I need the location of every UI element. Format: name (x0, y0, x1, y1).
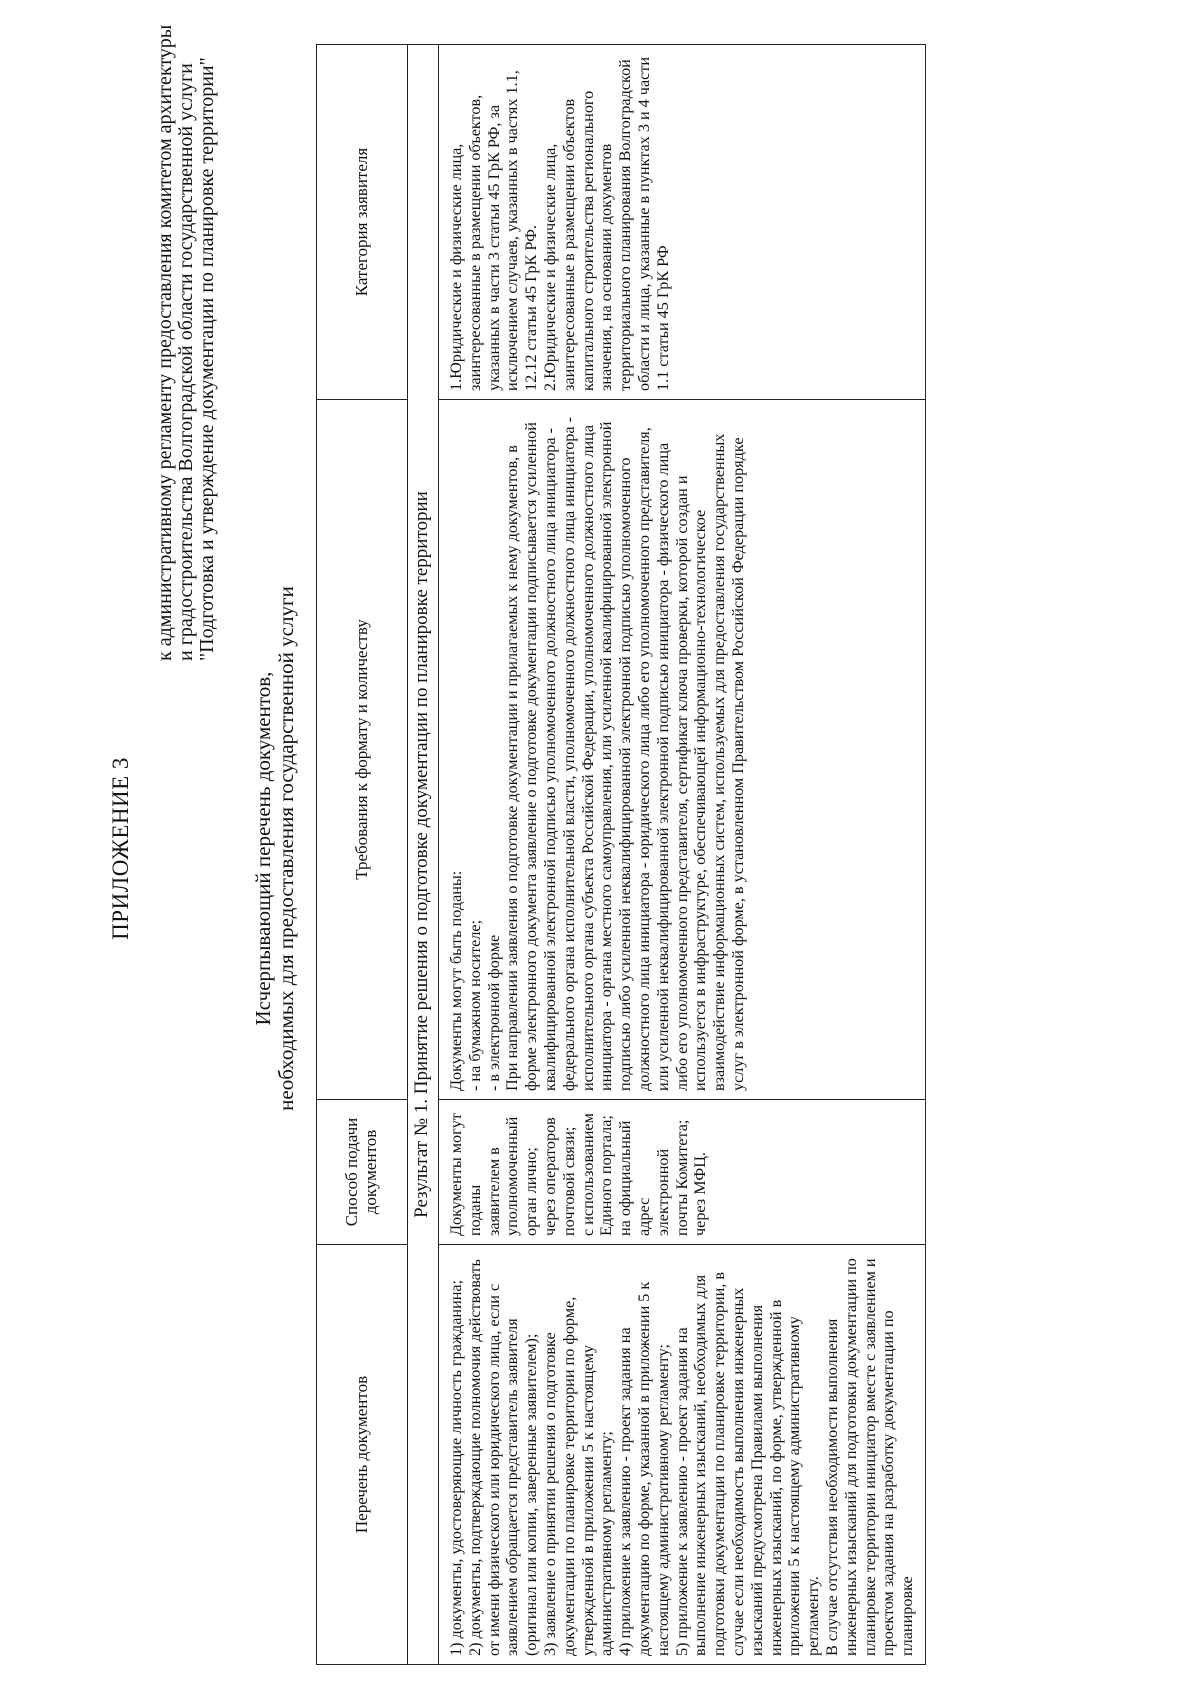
appendix-title: ПРИЛОЖЕНИЕ 3 (108, 757, 133, 940)
subtitle-line: "Подготовка и утверждение документации по планировке территории" (196, 57, 218, 661)
column-header-requirements: Требования к формату и количеству (317, 400, 408, 1100)
cell-submission: Документы могут поданы заявителем в уполномоченный орган лично; через операторов почтовой связи; с использованием Единого портала; на официальный адрес электронной почты Комитета; через МФЦ. (439, 1100, 926, 1245)
documents-table (316, 44, 926, 1665)
document-title-line: необходимых для предоставления государственной услуги (274, 586, 298, 1111)
subtitle-line: к административному регламенту предоставления комитетом архитектуры (154, 24, 176, 661)
cell-documents: 1) документы, удостоверяющие личность гражданина; 2) документы, подтверждающие полномочия действовать от имени физического или юридического лица, если с заявлением обращается представитель заявителя (оригинал или копии, заверенные заявителем); 3) заявление о принятии решения о подготовке документации по планировке территории по форме, утвержденной в приложении 5 к настоящему административному регламенту; 4) приложение к заявлению - проект задания на документацию по форме, указанной в приложении 5 к настоящему административному регламенту; 5) приложение к заявлению - проект задания на выполнение инженерных изысканий, необходимых для подготовки документации по планировке территории, в случае если необходимость выполнения инженерных изысканий предусмотрена Правилами выполнения инженерных изысканий, по форме, утвержденной в приложении 5 к настоящему административному регламенту. В случае отсутствия необходимости выполнения инженерных изысканий для подготовки документации по планировке территории инициатор вместе с заявлением и проектом задания на разработку документации по планировке (439, 1245, 926, 1665)
column-header-category: Категория заявителя (317, 45, 408, 400)
result-heading: Результат № 1. Принятие решения о подготовке документации по планировке территории (408, 45, 439, 1665)
column-header-documents: Перечень документов (317, 1245, 408, 1665)
cell-category: 1.Юридические и физические лица, заинтересованные в размещении объектов, указанных в части 3 статьи 45 ГрК РФ, за исключением случаев, указанных в частях 1.1, 12.12 статьи 45 ГрК РФ. 2.Юридические и физические лица, заинтересованные в размещении объектов капитального строительства регионального значения, на основании документов территориального планирования Волгоградской области и лица, указанные в пунктах 3 и 4 части 1.1 статьи 45 ГрК РФ (439, 45, 926, 400)
document-title (252, 0, 298, 1697)
result-heading-row (408, 45, 439, 1665)
subtitle-line: и градостроительства Волгоградской области государственной услуги (175, 63, 197, 661)
appendix-subtitle (155, 21, 218, 661)
document-title-line: Исчерпывающий перечень документов, (251, 671, 275, 1026)
cell-requirements: Документы могут быть поданы: - на бумажном носителе; - в электронной форме При направлении заявления о подготовке документации и прилагаемых к нему документов, в форме электронного документа заявление о подготовке документации подписывается усиленной квалифицированной электронной подписью уполномоченного должностного лица инициатора - федерального органа исполнительной власти, уполномоченного должностного лица инициатора - исполнительного органа субъекта Российской Федерации, уполномоченного должностного лица инициатора - органа местного самоуправления, или усиленной квалифицированной электронной подписью либо усиленной неквалифицированной электронной подписью уполномоченного должностного лица инициатора - юридического лица либо его уполномоченного представителя, или усиленной неквалифицированной электронной подписью инициатора - физического лица либо его уполномоченного представителя, сертификат ключа проверки, которой создан и используется в инфраструктуре, обеспечивающей информационно-технологическое взаимодействие информационных систем, используемых для предоставления государственных услуг в электронной форме, в установленном Правительством Российской Федерации порядке (439, 400, 926, 1100)
table-header-row (317, 45, 408, 1665)
column-header-submission: Способ подачи документов (317, 1100, 408, 1245)
table-row (439, 45, 926, 1665)
